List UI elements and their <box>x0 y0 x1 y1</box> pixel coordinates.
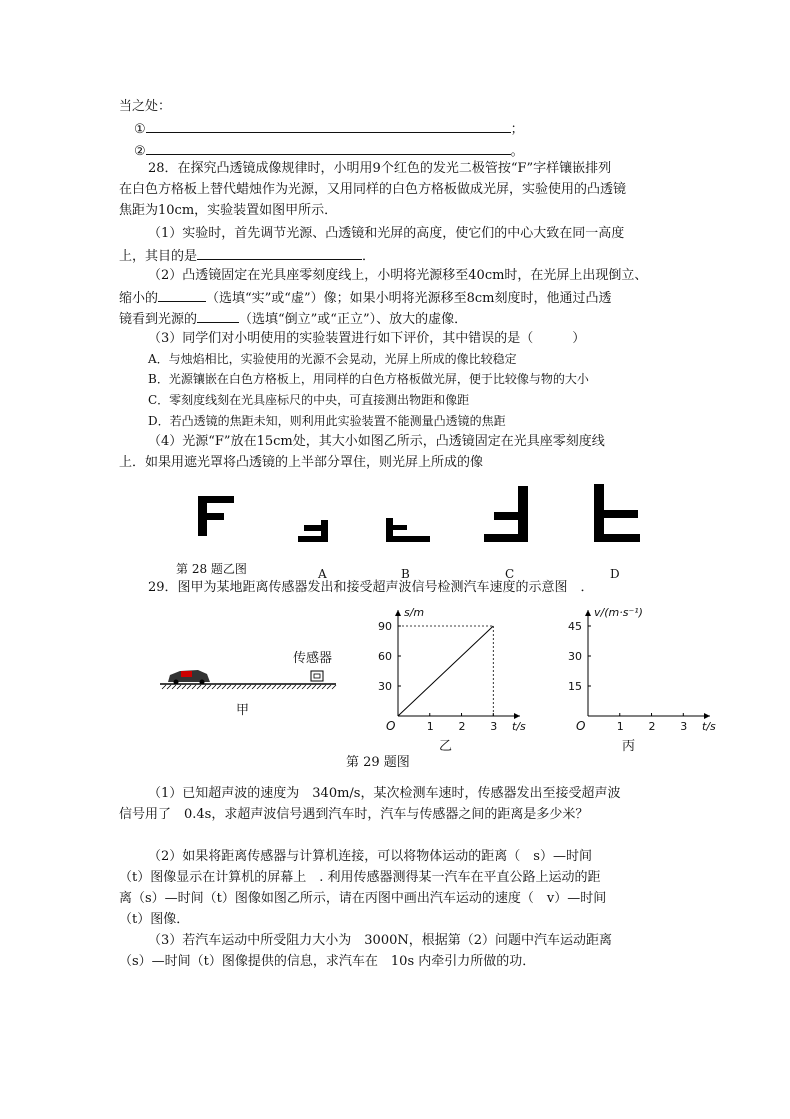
blank-end: 。 <box>510 144 524 159</box>
q28-option-c: C．零刻度线刻在光具座标尺的中央，可直接测出物距和像距 <box>148 393 470 407</box>
chart-yi <box>370 600 530 760</box>
sensor-icon <box>311 671 323 681</box>
y-axis-arrow <box>585 610 591 616</box>
q28-part1-a: （1）实验时，首先调节光源、凸透镜和光屏的高度，使它们的中心大致在同一高度 <box>148 226 625 241</box>
q28-part4-b: 上．如果用遮光罩将凸透镜的上半部分罩住，则光屏上所成的像 <box>119 455 484 470</box>
q28-part2-b-rest: （选填“实”或“虚”）像；如果小明将光源移至8cm刻度时，他通过凸透 <box>206 291 612 306</box>
origin-label: O <box>576 719 586 733</box>
q28-option-a: A．与烛焰相比，实验使用的光源不会晃动，光屏上所成的像比较稳定 <box>148 352 517 366</box>
x-tick-label: 2 <box>458 720 466 733</box>
y-tick-label: 60 <box>378 650 392 663</box>
q29-part3-b: （s）—时间（t）图像提供的信息，求汽车在 10s 内牵引力所做的功． <box>119 954 536 969</box>
q28-part2-b-text: 缩小的 <box>119 291 159 306</box>
option-label-a: A <box>318 567 327 581</box>
x-tick-label: 2 <box>648 720 656 733</box>
y-tick-label: 90 <box>378 620 392 633</box>
x-tick-label: 3 <box>680 720 688 733</box>
y-tick-label: 30 <box>568 650 582 663</box>
q29-part1-b: 信号用了 0.4s，求超声波信号遇到汽车时，汽车与传感器之间的距离是多少米？ <box>119 807 589 822</box>
y-tick-label: 30 <box>378 680 392 693</box>
x-tick-label: 1 <box>616 720 624 733</box>
q29-part3-a: （3）若汽车运动中所受阻力大小为 3000N，根据第（2）问题中汽车运动距离 <box>148 933 613 948</box>
y-tick-label: 45 <box>568 620 582 633</box>
x-axis-arrow <box>704 713 710 719</box>
option-label-c: C <box>505 567 515 581</box>
q29-figure-caption: 第 29 题图 <box>346 755 410 770</box>
origin-label: O <box>386 719 396 733</box>
blank-number: ① <box>134 122 146 137</box>
x-axis-arrow <box>514 713 520 719</box>
q28-figure-caption: 第 28 题乙图 <box>176 562 247 576</box>
q28-part4-a: （4）光源“F”放在15cm处，其大小如图乙所示，凸透镜固定在光具座零刻度线 <box>148 434 605 449</box>
q29-part1-a: （1）已知超声波的速度为 340m/s，某次检测车速时，传感器发出至接受超声波 <box>148 786 621 801</box>
x-tick-label: 1 <box>426 720 434 733</box>
fig-jia-label: 甲 <box>236 703 250 718</box>
q28-part2-c-text: 镜看到光源的 <box>119 312 198 327</box>
q28-part1-end: ． <box>362 249 376 264</box>
q28-part2-c-rest: （选填“倒立”或“正立”）、放大的虚像． <box>239 312 468 327</box>
q29-part2-b: （t）图像显示在计算机的屏幕上 . 利用传感器测得某一汽车在平直公路上运动的距 <box>119 870 601 885</box>
sensor-label: 传感器 <box>293 651 333 666</box>
y-axis-arrow <box>395 610 401 616</box>
q28-stem-2: 在白色方格板上替代蜡烛作为光源，又用同样的白色方格板做成光屏，实验使用的凸透镜 <box>119 182 627 197</box>
chart-caption: 丙 <box>622 739 636 754</box>
x-axis-label: t/s <box>702 720 716 733</box>
y-axis-label: v/(m·s⁻¹) <box>594 606 643 619</box>
q29-stem: 29．图甲为某地距离传感器发出和接受超声波信号检测汽车速度的示意图 ． <box>148 580 594 595</box>
q28-part3: （3）同学们对小明使用的实验装置进行如下评价，其中错误的是（ ） <box>148 331 586 346</box>
chart-caption: 乙 <box>439 739 453 754</box>
series-line <box>398 626 493 716</box>
x-tick-label: 3 <box>490 720 498 733</box>
q28-part2-a: （2）凸透镜固定在光具座零刻度线上，小明将光源移至40cm时，在光屏上出现倒立、 <box>148 268 648 283</box>
car-icon <box>168 670 210 685</box>
q28-part1-b-text: 上，其目的是 <box>119 249 198 264</box>
q28-stem-3: 焦距为10cm，实验装置如图甲所示． <box>119 203 338 218</box>
q28-stem-1: 28．在探究凸透镜成像规律时，小明用9个红色的发光二极管按“F”字样镶嵌排列 <box>148 161 612 176</box>
blank-end: ； <box>510 122 524 137</box>
y-axis-label: s/m <box>404 606 425 619</box>
q28-option-d: D．若凸透镜的焦距未知，则利用此实验装置不能测量凸透镜的焦距 <box>148 414 506 428</box>
x-axis-label: t/s <box>512 720 526 733</box>
road <box>160 684 336 689</box>
chart-bing <box>560 600 720 760</box>
q29-part2-c: 离（s）—时间（t）图像如图乙所示，请在丙图中画出汽车运动的速度（ v）—时间 <box>119 891 607 906</box>
blank-number: ② <box>134 144 146 159</box>
option-label-d: D <box>610 567 620 581</box>
q28-option-b: B．光源镶嵌在白色方格板上，用同样的白色方格板做光屏，便于比较像与物的大小 <box>148 372 589 386</box>
q29-part2-d: （t）图像． <box>119 912 190 927</box>
y-tick-label: 15 <box>568 680 582 693</box>
q29-part2-a: （2）如果将距离传感器与计算机连接，可以将物体运动的距离（ s）—时间 <box>148 849 592 864</box>
intro-text: 当之处： <box>119 99 172 114</box>
option-label-b: B <box>401 567 410 581</box>
